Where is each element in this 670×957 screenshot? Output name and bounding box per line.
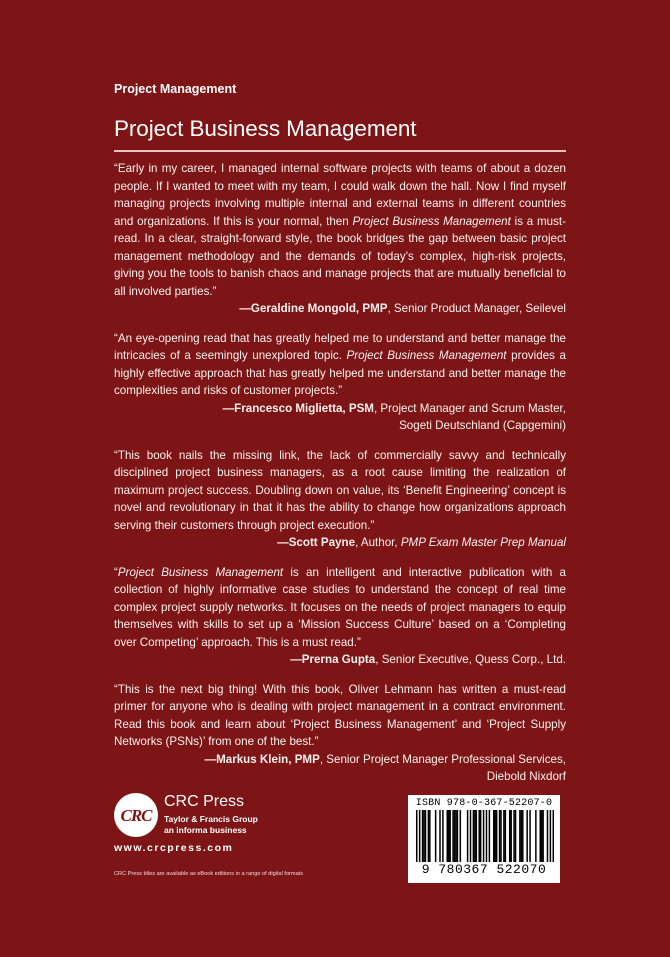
quote-title-italic: Project Business Management bbox=[346, 349, 507, 362]
book-title: Project Business Management bbox=[114, 116, 417, 141]
attribution-name: —Geraldine Mongold, PMP bbox=[239, 302, 388, 315]
isbn-barcode bbox=[408, 795, 560, 883]
quote-text-run: is a must-read. In a clear, straight-forward style, the book bridges the gap between basic project management methodology and the demands of today’s complex, high-risk projects, giving you the tools to banish chaos and manage projects that are mutually beneficial to all involved parties.” bbox=[114, 214, 566, 298]
attribution-name: —Francesco Miglietta, PSM bbox=[222, 401, 374, 415]
barcode-bar bbox=[486, 810, 488, 862]
quote-text bbox=[114, 160, 566, 300]
endorsement-quote bbox=[114, 681, 566, 786]
barcode-bar bbox=[425, 810, 427, 862]
attribution-role: , Senior Project Manager Professional Services, bbox=[319, 752, 566, 766]
publisher-url[interactable]: www.crcpress.com bbox=[114, 842, 234, 854]
barcode-bar bbox=[460, 810, 462, 862]
barcode-bar bbox=[503, 810, 505, 862]
attribution-role: , Senior Executive, Quess Corp., Ltd. bbox=[375, 653, 566, 666]
publisher-name: CRC Press bbox=[164, 793, 245, 810]
endorsement-quote bbox=[114, 564, 566, 669]
quote-text bbox=[114, 330, 566, 400]
barcode-bar bbox=[550, 810, 552, 862]
barcode-bar bbox=[457, 810, 459, 862]
attribution-name: —Markus Klein, PMP bbox=[204, 752, 320, 766]
barcode-bar bbox=[519, 810, 521, 862]
quote-text-run: “ bbox=[114, 565, 118, 579]
barcode-bar bbox=[470, 810, 472, 862]
barcode-bar bbox=[509, 810, 511, 862]
barcode-bar bbox=[510, 810, 512, 862]
barcode-bar bbox=[505, 810, 507, 862]
barcode-bar bbox=[439, 810, 441, 862]
barcode-bar bbox=[500, 810, 502, 862]
quote-text-run: provides a highly effective approach that has greatly helped me understand and better manage the complexities and risks of customer projects.” bbox=[114, 349, 566, 397]
quote-text-run: “This is the next big thing! With this book, Oliver Lehmann has written a must-read primer for anyone who is dealing with project management in a contract environment. Read this book and learn about ‘Project Business Management’ and ‘Project Supply Networks (PSNs)’ from one of the best.” bbox=[114, 682, 566, 748]
barcode-number: 9 780367 522070 bbox=[421, 862, 547, 877]
barcode-bar bbox=[419, 810, 421, 862]
quote-text-run: “An eye-opening read that has greatly helped me to understand and better manage the intricacies of a seemingly unexplored topic. bbox=[114, 331, 566, 362]
quote-text bbox=[114, 681, 566, 751]
attribution-role: Sogeti Deutschland (Capgemini) bbox=[399, 419, 566, 432]
publisher-group-name: Taylor & Francis Group bbox=[164, 814, 258, 824]
barcode-bar bbox=[435, 810, 437, 862]
quote-text bbox=[114, 564, 566, 652]
barcode-bar bbox=[442, 810, 444, 862]
barcode-bar bbox=[553, 810, 554, 862]
attribution-role: Diebold Nixdorf bbox=[486, 770, 566, 783]
barcode-bar bbox=[452, 810, 454, 862]
attribution-role: PMP Exam Master Prep Manual bbox=[400, 536, 566, 549]
barcode-bar bbox=[483, 810, 485, 862]
barcode-bar bbox=[513, 810, 515, 862]
barcode-bar bbox=[480, 810, 482, 862]
crc-logo-mark: CRC bbox=[120, 806, 152, 825]
publisher-tagline: an informa business bbox=[164, 825, 247, 835]
publisher-group bbox=[164, 814, 258, 836]
isbn-label: ISBN 978-0-367-52207-0 bbox=[415, 798, 553, 809]
barcode-bars bbox=[416, 810, 554, 862]
barcode-bar bbox=[499, 810, 501, 862]
barcode-bar bbox=[529, 810, 531, 862]
quote-attribution bbox=[114, 534, 566, 552]
barcode-bar bbox=[539, 810, 541, 862]
barcode-bar bbox=[522, 810, 524, 862]
barcode-bar bbox=[467, 810, 469, 862]
barcode-bar bbox=[541, 810, 543, 862]
quote-text bbox=[114, 447, 566, 535]
barcode-bar bbox=[416, 810, 418, 862]
attribution-name: —Prerna Gupta bbox=[290, 653, 376, 666]
quote-text-run: “This book nails the missing link, the lack of commercially savvy and technically disciplined project business managers, as a root cause limiting the realization of maximum project success. Doubling down on value, its ‘Benefit Engineering’ concept is novel and revolutionary in that it has the ability to change how organizations approach serving their customers through project execution.” bbox=[114, 448, 566, 532]
barcode-bar bbox=[474, 810, 476, 862]
quote-title-italic: Project Business Management bbox=[117, 565, 284, 579]
barcode-bar bbox=[542, 810, 544, 862]
barcode-bar bbox=[423, 810, 425, 862]
attribution-role: , Project Manager and Scrum Master, bbox=[373, 401, 566, 415]
barcode-bar bbox=[478, 810, 480, 862]
barcode-bar bbox=[535, 810, 537, 862]
attribution-role: , Author, bbox=[355, 536, 401, 549]
barcode-bar bbox=[494, 810, 496, 862]
attribution-role: , Senior Product Manager, Seilevel bbox=[387, 302, 566, 315]
barcode-bar bbox=[515, 810, 517, 862]
barcode-bar bbox=[496, 810, 498, 862]
endorsement-quote bbox=[114, 330, 566, 435]
barcode-bar bbox=[473, 810, 475, 862]
barcode-bar bbox=[447, 810, 449, 862]
quote-attribution bbox=[114, 651, 566, 669]
barcode-bar bbox=[428, 810, 430, 862]
barcode-bar bbox=[422, 810, 424, 862]
attribution-name: —Scott Payne bbox=[277, 536, 356, 549]
barcode-bar bbox=[448, 810, 450, 862]
quote-text-run: is an intelligent and interactive publication with a collection of highly informative case studies to understand the concept of real time complex project supply networks. It focuses on the needs of project managers to equip themselves with skills to set up a ‘Mission Success Culture’ based on a ‘Completing over Competing’ approach. This is a must read.” bbox=[114, 565, 566, 649]
quote-attribution bbox=[114, 300, 566, 318]
quote-attribution bbox=[114, 400, 566, 435]
barcode-bar bbox=[449, 810, 451, 862]
barcode-bar bbox=[454, 810, 456, 862]
barcode-bar bbox=[547, 810, 549, 862]
quote-title-italic: Project Business Management bbox=[352, 214, 511, 228]
quote-attribution bbox=[114, 751, 566, 786]
endorsements bbox=[114, 160, 566, 798]
barcode-bar bbox=[476, 810, 478, 862]
ebook-note: CRC Press titles are available as eBook editions in a range of digital formats bbox=[114, 871, 304, 877]
title-rule bbox=[114, 150, 566, 152]
endorsement-quote bbox=[114, 160, 566, 318]
endorsement-quote bbox=[114, 447, 566, 552]
barcode-bar bbox=[489, 810, 491, 862]
barcode-bar bbox=[493, 810, 495, 862]
barcode-bar bbox=[429, 810, 431, 862]
barcode-bar bbox=[521, 810, 523, 862]
barcode-bar bbox=[526, 810, 528, 862]
category-label: Project Management bbox=[114, 82, 237, 96]
barcode-bar bbox=[455, 810, 457, 862]
quote-text-run: “Early in my career, I managed internal software projects with teams of about a dozen people. If I wanted to meet with my team, I could walk down the hall. Now I find myself managing projects involving multiple internal and external teams in different countries and organizations. If this is your normal, then bbox=[114, 162, 566, 228]
